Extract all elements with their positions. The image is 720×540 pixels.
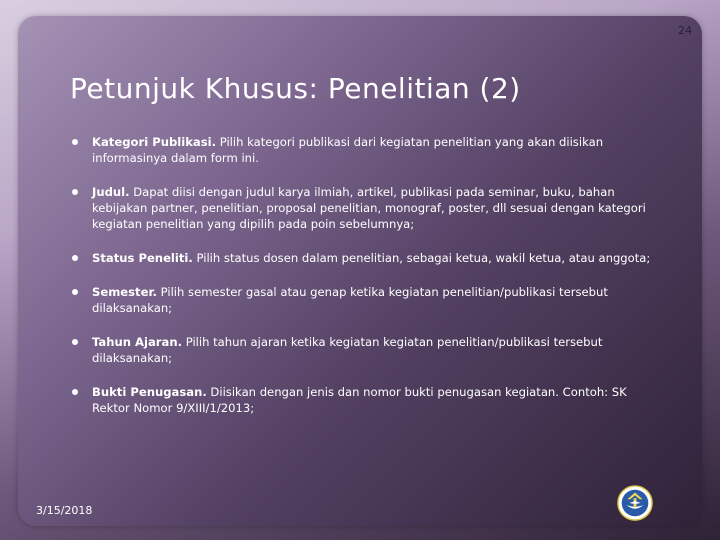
- page-number: 24: [678, 24, 692, 37]
- footer-date: 3/15/2018: [36, 504, 93, 517]
- bullet-term: Semester.: [92, 285, 157, 299]
- bullet-item: [72, 384, 660, 416]
- bullet-item: [72, 284, 660, 316]
- bullet-dot-icon: [72, 389, 78, 395]
- bullet-dot-icon: [72, 189, 78, 195]
- bullet-term: Status Peneliti.: [92, 251, 193, 265]
- bullet-item: [72, 334, 660, 366]
- bullet-dot-icon: [72, 339, 78, 345]
- tut-wuri-handayani-logo-icon: [616, 484, 654, 522]
- bullet-dot-icon: [72, 255, 78, 261]
- bullet-text: Pilih tahun ajaran ketika kegiatan kegiatan penelitian/publikasi tersebut dilaksanakan;: [92, 335, 603, 365]
- slide-title: Petunjuk Khusus: Penelitian (2): [70, 72, 521, 105]
- bullet-term: Tahun Ajaran.: [92, 335, 183, 349]
- bullet-text: Diisikan dengan jenis dan nomor bukti penugasan kegiatan. Contoh: SK Rektor Nomor 9/XIII/1/2013;: [92, 385, 627, 415]
- bullet-item: [72, 134, 660, 166]
- bullet-item: [72, 250, 660, 266]
- bullet-term: Bukti Penugasan.: [92, 385, 207, 399]
- bullet-text: Pilih semester gasal atau genap ketika kegiatan penelitian/publikasi tersebut dilaksanakan;: [92, 285, 608, 315]
- bullet-text: Pilih status dosen dalam penelitian, sebagai ketua, wakil ketua, atau anggota;: [196, 251, 651, 265]
- bullet-text: Dapat diisi dengan judul karya ilmiah, artikel, publikasi pada seminar, buku, bahan kebijakan partner, penelitian, proposal penelitian, monograf, poster, dll sesuai dengan kategori kegiatan penelitian yang dipilih pada poin sebelumnya;: [92, 185, 646, 231]
- bullet-text: Pilih kategori publikasi dari kegiatan penelitian yang akan diisikan informasinya dalam form ini.: [92, 135, 604, 165]
- bullet-term: Kategori Publikasi.: [92, 135, 217, 149]
- bullet-list: [72, 134, 660, 416]
- bullet-item: [72, 184, 660, 232]
- bullet-dot-icon: [72, 139, 78, 145]
- bullet-term: Judul.: [92, 185, 130, 199]
- bullet-dot-icon: [72, 289, 78, 295]
